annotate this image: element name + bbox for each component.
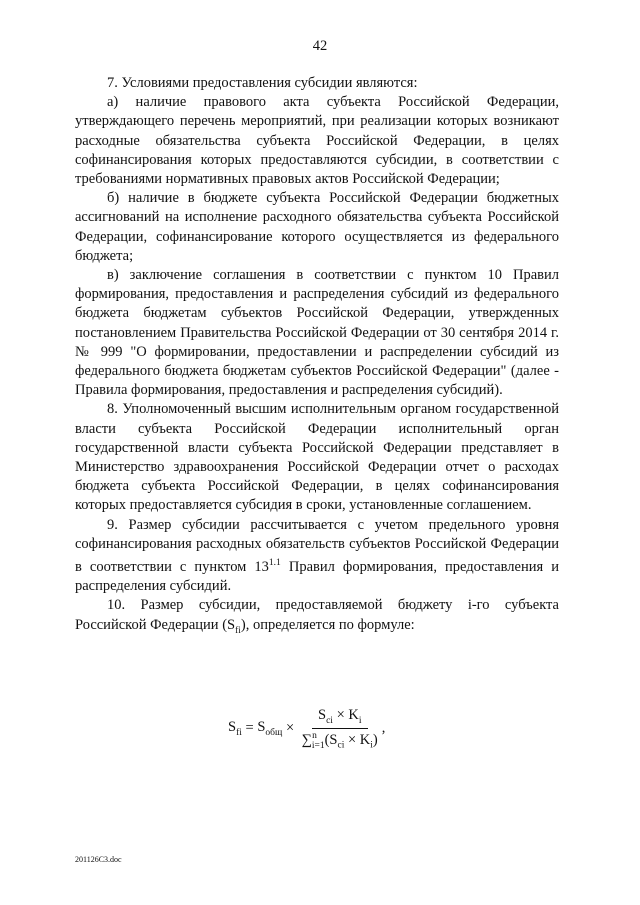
document-body — [75, 74, 559, 641]
formula-lhs: $S_{fi}$ — [228, 719, 242, 739]
paragraph-10-text: 10. Размер субсидии, предоставляемой бюджету i-го субъекта Российской Федерации (S — [75, 597, 559, 633]
formula-comma: , — [381, 720, 386, 737]
paragraph-7a: а) наличие правового акта субъекта Российской Федерации, утверждающего перечень мероприятий, при реализации которых возникают расходные обязательства субъекта Российской Федерации, в целях софинансирования которых предоставляются субсидии, в соответствии с требованиями нормативных правовых актов Российской Федерации; — [75, 94, 559, 188]
paragraph-8: 8. Уполномоченный высшим исполнительным органом государственной власти субъекта Российской Федерации исполнительный орган государственной власти субъекта Российской Федерации представляет в Министерство здравоохранения Российской Федерации отчет о расходах бюджета субъекта Российской Федерации, в целях софинансирования которых предоставляется субсидия в сроки, установленные соглашением. — [75, 401, 559, 514]
formula-denominator: $\sum^n_{i=1}(S_{ci} \times K_i)$ — [301, 730, 378, 751]
formula-total: $S_{общ}$ — [257, 719, 283, 739]
paragraph-10-sub: fi — [235, 625, 241, 636]
paragraph-10 — [75, 596, 559, 640]
paragraph-10-text-end: ), определяется по формуле: — [240, 616, 415, 633]
paragraph-9-sup: 1.1 — [268, 558, 281, 569]
subsidy-formula — [228, 707, 385, 751]
paragraph-9 — [75, 516, 559, 597]
paragraph-7: 7. Условиями предоставления субсидии являются: — [107, 75, 418, 91]
formula-equals: = — [241, 720, 258, 737]
paragraph-7v: в) заключение соглашения в соответствии с пунктом 10 Правил формирования, предоставления и распределения субсидий из федерального бюджета бюджетам субъектов Российской Федерации, утвержденных постановлением Правительства Российской Федерации от 30 сентября 2014 г. № 999 "О формировании, предоставлении и распределении субсидий из федерального бюджета бюджетам субъектов Российской Федерации" (далее - Правила формирования, предоставления и распределения субсидий). — [75, 267, 559, 399]
page-number: 42 — [312, 38, 328, 54]
formula-fraction — [302, 707, 378, 751]
footer-filename: 201126C3.doc — [75, 855, 122, 864]
paragraph-7b: б) наличие в бюджете субъекта Российской Федерации бюджетных ассигнований на исполнение расходного обязательства субъекта Российской Федерации, софинансирование которого осуществляется из федерального бюджета; — [75, 190, 559, 264]
formula-times: × — [282, 720, 298, 737]
formula-numerator: $S_{ci} \times K_i$ — [312, 707, 368, 729]
paragraph-9-text: 9. Размер субсидии рассчитывается с учетом предельного уровня софинансирования расходных обязательств субъектов Российской Федерации в соответствии с пунктом 13 — [75, 516, 559, 575]
paragraph-9-text-end: Правил формирования, предоставления и распределения субсидий. — [75, 558, 559, 595]
